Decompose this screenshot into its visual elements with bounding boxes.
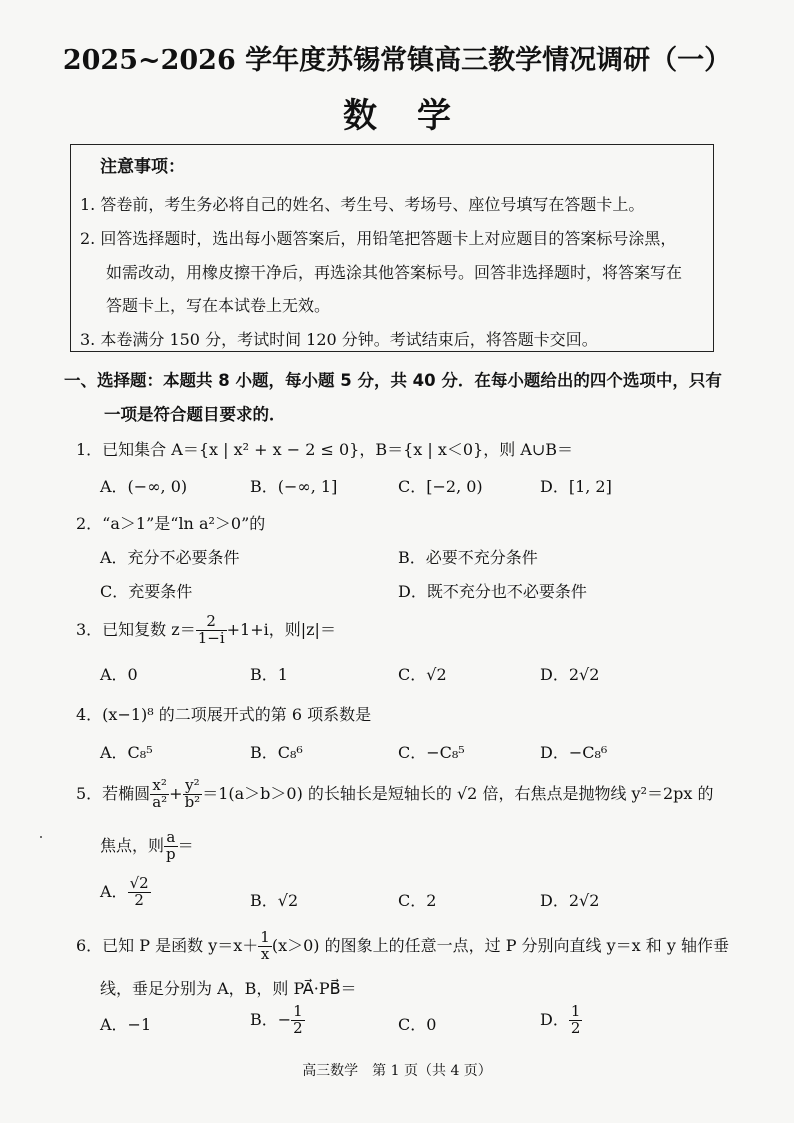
q5-stem-pre: 5．若椭圆 [76, 783, 151, 803]
page-footer: 高三数学 第 1 页（共 4 页） [302, 1063, 492, 1079]
q5-frac2-den: b² [184, 792, 201, 811]
q4-option-c: C．−C₈⁵ [398, 743, 465, 762]
q2-option-a: A．充分不必要条件 [100, 548, 240, 567]
q3-fraction [196, 614, 227, 647]
notice-title: 注意事项： [100, 157, 185, 177]
q5-optA-num: √2 [129, 874, 149, 892]
q3-option-b: B．1 [250, 665, 288, 684]
q5-frac1-den: a² [152, 792, 168, 811]
q3-option-a: A．0 [100, 665, 138, 684]
q5-plus: + [169, 783, 183, 803]
q5-line2-post: ＝ [177, 835, 194, 855]
q5-line2-pre: 焦点，则 [100, 835, 165, 855]
q1-option-c: C．[−2, 0) [398, 477, 483, 496]
q6-optB-frac [291, 1004, 305, 1037]
q5-option-c: C．2 [398, 891, 437, 910]
q5-fraction-ap [164, 830, 178, 863]
q6-optB-label: B．− [250, 1009, 292, 1029]
question-4: 4．(x−1)⁸ 的二项展开式的第 6 项系数是 [76, 705, 372, 724]
q1-option-a: A．(−∞, 0) [100, 477, 188, 496]
q5-optA-frac [128, 876, 151, 909]
q6-stem-post: (x＞0) 的图象上的任意一点，过 P 分别向直线 y＝x 和 y 轴作垂 [271, 935, 729, 955]
q6-optB-num: 1 [293, 1002, 303, 1020]
question-2: 2．“a＞1”是“ln a²＞0”的 [76, 514, 266, 533]
q1-option-b: B．(−∞, 1] [250, 477, 338, 496]
q5-option-a [100, 876, 151, 909]
q3-frac-den: 1−i [197, 628, 225, 647]
q5-fraction-y [183, 778, 203, 811]
q4-option-d: D．−C₈⁶ [540, 743, 608, 762]
stray-mark [40, 836, 42, 838]
q5-optA-label: A． [100, 881, 128, 901]
q3-stem-post: +1+i，则|z|＝ [226, 619, 336, 639]
q5-option-d: D．2√2 [540, 891, 600, 910]
q5-optA-den: 2 [134, 890, 144, 909]
q6-option-a: A．−1 [100, 1015, 152, 1034]
q1-option-d: D．[1, 2] [540, 477, 612, 496]
notice-item-2-cont2: 答题卡上，写在本试卷上无效。 [106, 296, 331, 315]
q6-option-b [250, 1004, 305, 1037]
q6-optD-frac [569, 1004, 583, 1037]
notice-item-2: 2. 回答选择题时，选出每小题答案后，用铅笔把答题卡上对应题目的答案标号涂黑， [80, 229, 677, 248]
question-3 [76, 614, 336, 647]
notice-item-1: 1. 答卷前，考生务必将自己的姓名、考生号、考场号、座位号填写在答题卡上。 [80, 195, 645, 214]
section-heading-cont: 一项是符合题目要求的． [104, 405, 286, 424]
q3-frac-num: 2 [196, 614, 227, 631]
exam-title: 2025~2026 学年度苏锡常镇高三教学情况调研（一） [62, 45, 732, 76]
q4-option-b: B．C₈⁶ [250, 743, 303, 762]
q6-optD-den: 2 [570, 1018, 581, 1037]
q5-frac3-num: a [164, 830, 178, 847]
q5-fraction-x [150, 778, 169, 811]
q2-option-d: D．既不充分也不必要条件 [398, 582, 587, 601]
question-1: 1．已知集合 A＝{x | x² + x − 2 ≤ 0}，B＝{x | x＜0}，则 A∪B＝ [76, 440, 574, 459]
q6-frac-den: x [260, 944, 270, 963]
section-heading: 一、选择题：本题共 8 小题，每小题 5 分，共 40 分．在每小题给出的四个选项中，只有 [64, 371, 722, 390]
q6-optB-den: 2 [293, 1018, 303, 1037]
q4-option-a: A．C₈⁵ [100, 743, 153, 762]
question-6-cont: 线，垂足分别为 A，B，则 PA⃗·PB⃗＝ [100, 979, 357, 998]
question-5-cont [100, 830, 194, 863]
subject-title: 数学 [343, 96, 491, 136]
q5-frac2-num: y² [183, 778, 203, 795]
q5-stem-post: ＝1(a＞b＞0) 的长轴长是短轴长的 √2 倍，右焦点是抛物线 y²＝2px 的 [202, 783, 714, 803]
q6-stem-pre: 6．已知 P 是函数 y＝x＋ [76, 935, 259, 955]
notice-item-3: 3. 本卷满分 150 分，考试时间 120 分钟。考试结束后，将答题卡交回。 [80, 330, 598, 349]
q3-stem-pre: 3．已知复数 z＝ [76, 619, 196, 639]
q5-option-b: B．√2 [250, 891, 299, 910]
q3-option-c: C．√2 [398, 665, 447, 684]
q6-option-c: C．0 [398, 1015, 437, 1034]
question-6 [76, 930, 729, 963]
q6-optD-label: D． [540, 1009, 569, 1029]
q5-frac3-den: p [166, 844, 176, 863]
q2-option-c: C．充要条件 [100, 582, 193, 601]
notice-item-2-cont: 如需改动，用橡皮擦干净后，再选涂其他答案标号。回答非选择题时，将答案写在 [106, 263, 683, 282]
q6-option-d [540, 1004, 582, 1037]
question-5 [76, 778, 714, 811]
q2-option-b: B．必要不充分条件 [398, 548, 538, 567]
q5-frac1-num: x² [150, 778, 169, 795]
q6-fraction [258, 930, 272, 963]
q6-frac-num: 1 [260, 928, 270, 946]
q6-optD-num: 1 [570, 1002, 581, 1020]
q3-option-d: D．2√2 [540, 665, 600, 684]
